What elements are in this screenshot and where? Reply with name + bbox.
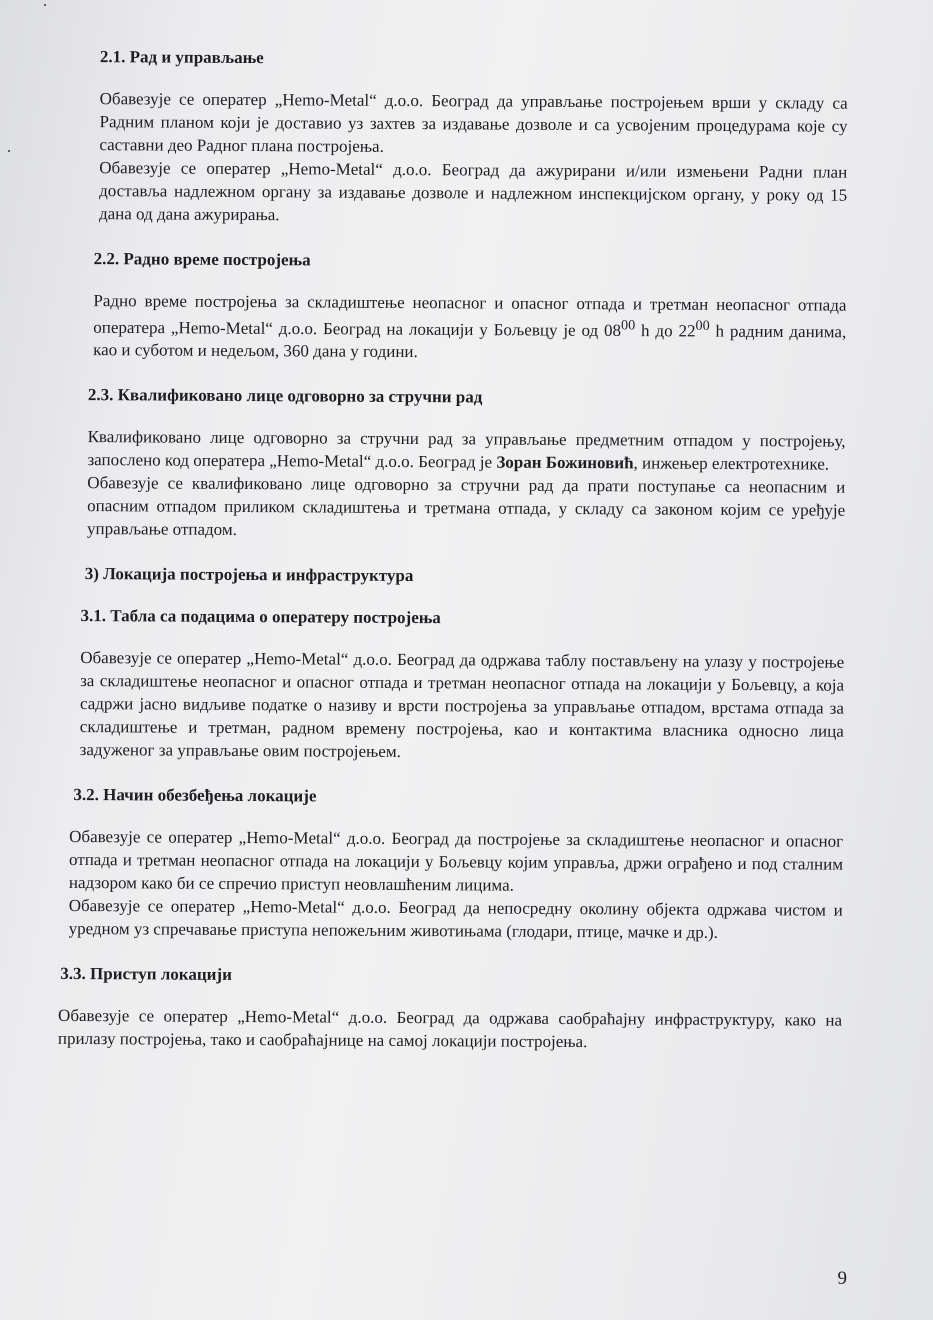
section-2-1: [77, 46, 848, 230]
section-2-1-paragraph-2: Обавезује се оператер „Hemo-Metal“ д.о.о. Београд да ажурирани и/или измењени Радни план доставља надлежном органу за издавање дозволе и надлежном инспекцијском органу, у року од 15 дана од дана ажурирања.: [98, 158, 848, 225]
section-3-title: 3) Локација постројења и инфраструктура: [84, 564, 414, 586]
section-2-3-title: 2.3. Квалификовано лице одговорно за стручни рад: [87, 385, 483, 407]
section-3-2-paragraph-2: Обавезује се оператер „Hemo-Metal“ д.о.о. Београд да непосредну околину објекта одржава чистом и уредном уз спречавање приступа непожељним животињама (глодари, птице, мачке и др.).: [68, 895, 843, 942]
end-minutes: 00: [695, 317, 710, 334]
section-3-1: [74, 605, 845, 766]
page-number: 9: [837, 1268, 847, 1289]
scan-speck: [44, 4, 46, 6]
section-2-3-paragraph-2: Обавезује се квалификовано лице одговорно за стручни рад да прати поступање са неопасним и опасним отпадом приликом складиштења и третмана отпада, у складу са законом којим се уређује управљање отпадом.: [86, 473, 846, 540]
section-3-3-paragraph-1: Обавезује се оператер „Hemo-Metal“ д.о.о. Београд да одржава саобраћајну инфраструктуру, како на прилазу постројења, тако и саобраћајнице на самој локацији постројења.: [57, 1005, 843, 1051]
qualified-person-name: Зоран Божиновић: [496, 452, 634, 473]
section-3-2: [68, 784, 844, 945]
section-2-1-paragraph-1: Обавезује се оператер „Hemo-Metal“ д.о.о. Београд да управљање постројењем врши у складу са Радним планом који је доставио уз захтев за издавање дозволе и са усвојеним процедурама које су саставни део Радног плана постројења.: [99, 89, 848, 156]
qualified-person-text-start: Квалификовано лице одговорно за стручни рад за управљање предметним отпадом у постројењу, запослено код оператера „Hemo-Metal“ д.о.о. Београд је: [87, 427, 846, 472]
section-3-3: [57, 963, 843, 1056]
scan-speck: [8, 150, 10, 152]
section-3-3-title: 3.3. Приступ локацији: [60, 963, 232, 984]
working-hours-text-end: h радним данима, као и суботом и недељом, 360 дана у години.: [93, 321, 847, 362]
section-2-3: [75, 384, 846, 545]
document-body: [57, 46, 848, 1077]
section-3-2-title: 3.2. Начин обезбеђења локације: [73, 784, 317, 806]
working-hours-text-start: Радно време постројења за складиштење неопасног и опасног отпада и третман неопасног отпада оператера „Hemo-Metal“ д.о.о. Београд на локацији у Бољевцу је од: [93, 290, 847, 340]
section-2-1-title: 2.1. Рад и управљање: [99, 47, 264, 68]
section-3: [75, 563, 845, 590]
start-minutes: 00: [621, 317, 636, 334]
section-3-2-paragraph-1: Обавезује се оператер „Hemo-Metal“ д.о.о. Београд да постројење за складиштење неопасног и опасног отпада и третман неопасног отпада на локацији у Бољевцу којим управља, држи ограђено и под сталним надзором како би се спречио приступ неовлашћеним лицима.: [68, 826, 844, 895]
section-2-2: [76, 248, 847, 367]
qualified-person-text-end: , инжењер електротехнике.: [633, 453, 830, 474]
section-3-1-title: 3.1. Табла са подацима о оператеру постројења: [80, 606, 441, 628]
end-hour: 22: [678, 321, 696, 341]
start-hour: 08: [603, 320, 622, 340]
section-2-2-title: 2.2. Радно време постројења: [93, 248, 311, 270]
section-2-2-paragraph-1: [93, 290, 846, 367]
section-2-3-paragraph-1: [87, 426, 845, 477]
working-hours-text-mid: h до: [635, 320, 679, 341]
section-3-1-paragraph-1: Обавезује се оператер „Hemo-Metal“ д.о.о. Београд да одржава таблу постављену на улазу у постројење за складиштење неопасног и опасног отпада и третман неопасног отпада на локацији у Бољевцу, а која садржи јасно видљиве податке о називу и врсти постројења за управљање отпадом, врстама отпада за складиштење и третман, радном времену постројења, као и контактима власника односно лица задуженог за управљање овим постројењем.: [79, 648, 845, 761]
